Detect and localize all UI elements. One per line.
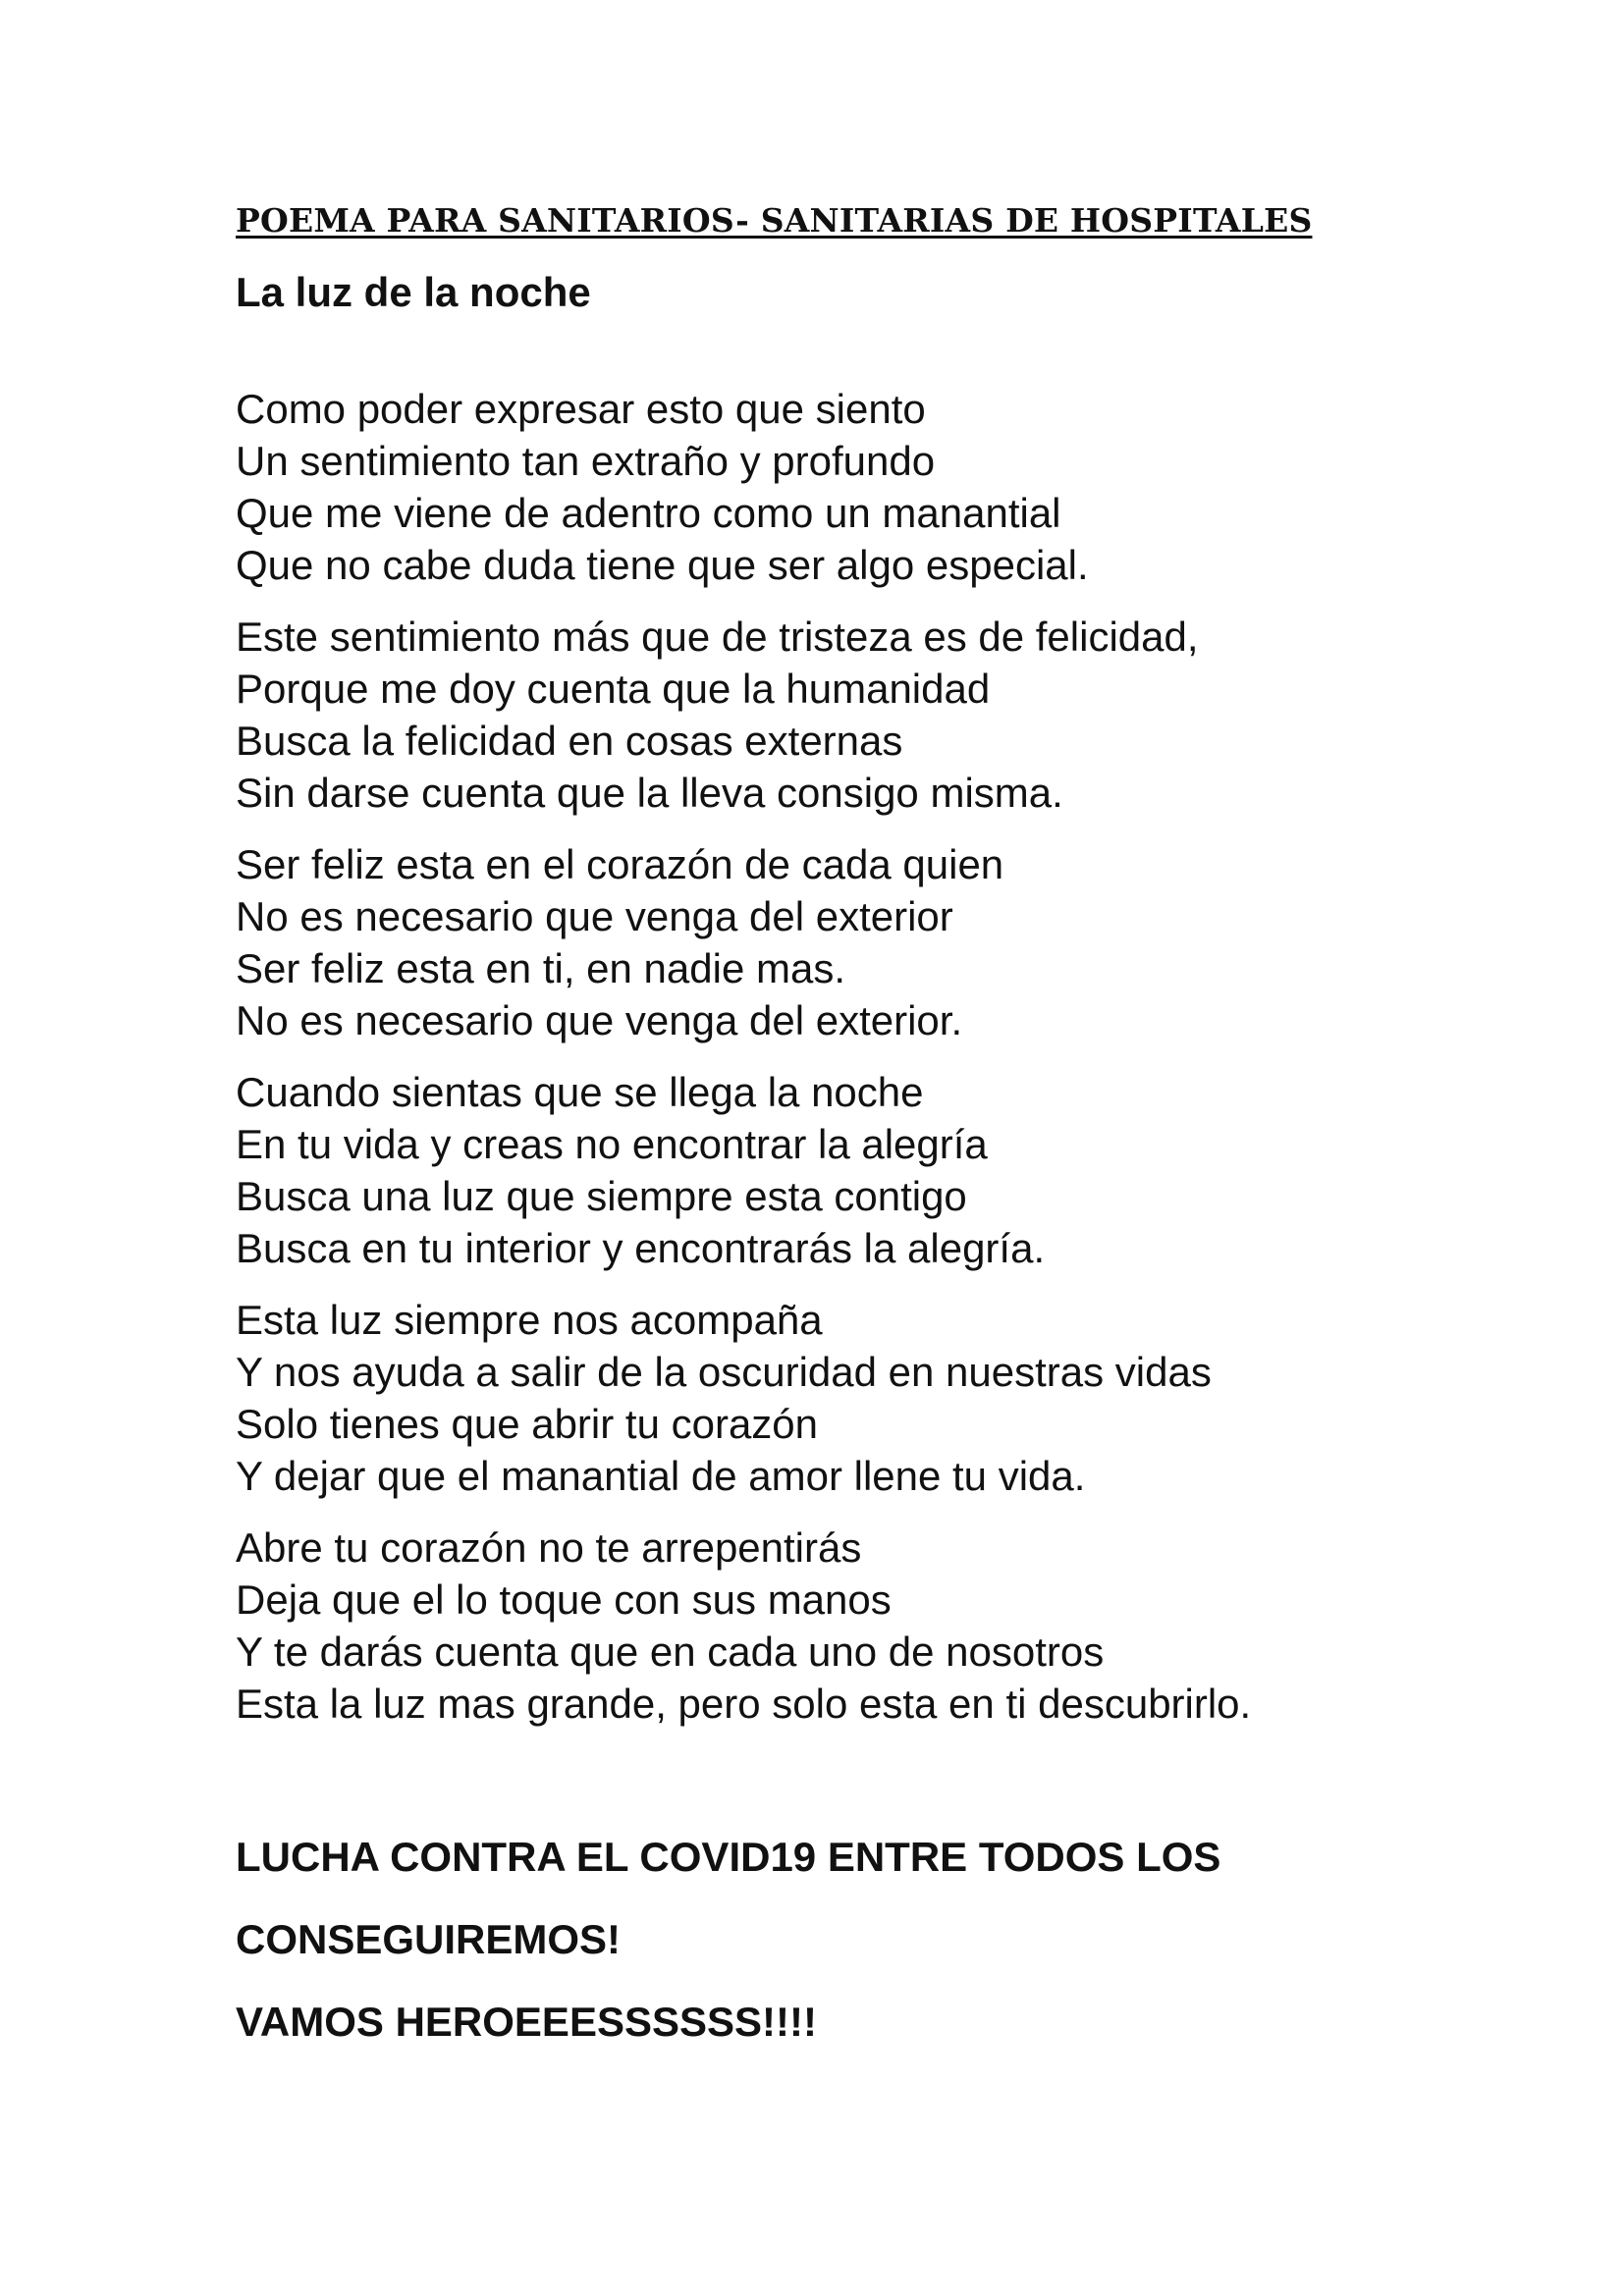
poem-line: Esta luz siempre nos acompaña	[236, 1297, 823, 1343]
poem-line: Un sentimiento tan extraño y profundo	[236, 438, 936, 484]
document-page	[236, 194, 1492, 2063]
poem-line: Esta la luz mas grande, pero solo esta en ti descubrirlo.	[236, 1681, 1252, 1727]
stanza-3	[236, 838, 1492, 1046]
poem-line: Ser feliz esta en el corazón de cada quien	[236, 841, 1004, 887]
stanza-4	[236, 1066, 1492, 1274]
poem-body	[236, 383, 1492, 1730]
closing-line: CONSEGUIREMOS!	[236, 1916, 622, 1962]
poem-line: Sin darse cuenta que la lleva consigo misma.	[236, 770, 1063, 816]
poem-line: Y nos ayuda a salir de la oscuridad en nuestras vidas	[236, 1349, 1212, 1395]
poem-line: Busca en tu interior y encontrarás la alegría.	[236, 1225, 1046, 1271]
poem-line: Y dejar que el manantial de amor llene tu vida.	[236, 1453, 1086, 1499]
poem-line: Deja que el lo toque con sus manos	[236, 1576, 892, 1623]
poem-line: Que me viene de adentro como un manantial	[236, 490, 1061, 536]
poem-line: Busca la felicidad en cosas externas	[236, 718, 903, 764]
poem-line: Porque me doy cuenta que la humanidad	[236, 666, 991, 712]
poem-line: Abre tu corazón no te arrepentirás	[236, 1524, 862, 1571]
poem-line: En tu vida y creas no encontrar la alegría	[236, 1121, 988, 1167]
poem-title: La luz de la noche	[236, 269, 591, 315]
poem-line: Como poder expresar esto que siento	[236, 386, 926, 432]
poem-line: Cuando sientas que se llega la noche	[236, 1069, 924, 1115]
poem-line: Que no cabe duda tiene que ser algo especial.	[236, 542, 1089, 588]
poem-line: Y te darás cuenta que en cada uno de nosotros	[236, 1629, 1105, 1675]
poem-line: Solo tienes que abrir tu corazón	[236, 1401, 819, 1447]
poem-line: No es necesario que venga del exterior	[236, 893, 953, 939]
poem-line: Este sentimiento más que de tristeza es de felicidad,	[236, 614, 1199, 660]
poem-line: Busca una luz que siempre esta contigo	[236, 1173, 967, 1219]
closing-message	[236, 1816, 1492, 2063]
stanza-5	[236, 1294, 1492, 1502]
closing-line: VAMOS HEROEEESSSSSS!!!!	[236, 1999, 817, 2045]
closing-line: LUCHA CONTRA EL COVID19 ENTRE TODOS LOS	[236, 1834, 1221, 1880]
poem-line: Ser feliz esta en ti, en nadie mas.	[236, 945, 845, 991]
stanza-2	[236, 611, 1492, 819]
poem-line: No es necesario que venga del exterior.	[236, 997, 963, 1043]
document-header: POEMA PARA SANITARIOS- SANITARIAS DE HOSPITALES	[236, 201, 1313, 240]
stanza-1	[236, 383, 1492, 591]
stanza-6	[236, 1522, 1492, 1730]
